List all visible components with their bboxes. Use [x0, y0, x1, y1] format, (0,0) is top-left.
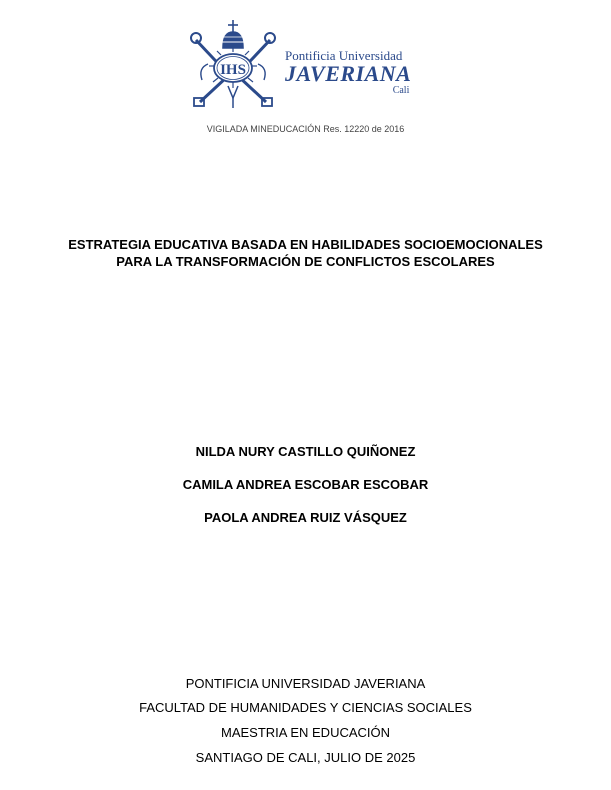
footer-program: MAESTRIA EN EDUCACIÓN	[220, 725, 391, 740]
footer-faculty: FACULTAD DE HUMANIDADES Y CIENCIAS SOCIALES	[139, 700, 472, 715]
logo-line-pontificia: Pontificia Universidad	[285, 48, 403, 63]
author-name: NILDA NURY CASTILLO QUIÑONEZ	[195, 444, 416, 459]
logo-line-cali: Cali	[392, 85, 410, 96]
vigilada-notice: VIGILADA MINEDUCACIÓN Res. 12220 de 2016	[206, 124, 405, 134]
logo-line-javeriana: JAVERIANA	[285, 61, 412, 86]
crest-icon	[188, 18, 278, 114]
title-line-1: ESTRATEGIA EDUCATIVA BASADA EN HABILIDADES SOCIOEMOCIONALES	[68, 237, 543, 252]
logo-wordmark	[285, 48, 411, 96]
title-line-2: PARA LA TRANSFORMACIÓN DE CONFLICTOS ESCOLARES	[116, 254, 495, 269]
author-name: CAMILA ANDREA ESCOBAR ESCOBAR	[182, 477, 429, 492]
university-logo	[188, 18, 428, 114]
monogram-text: IHS	[220, 62, 246, 78]
author-name: PAOLA ANDREA RUIZ VÁSQUEZ	[204, 510, 407, 525]
document-title	[20, 236, 591, 270]
footer-place-date: SANTIAGO DE CALI, JULIO DE 2025	[195, 750, 416, 765]
footer-university: PONTIFICIA UNIVERSIDAD JAVERIANA	[185, 676, 426, 691]
